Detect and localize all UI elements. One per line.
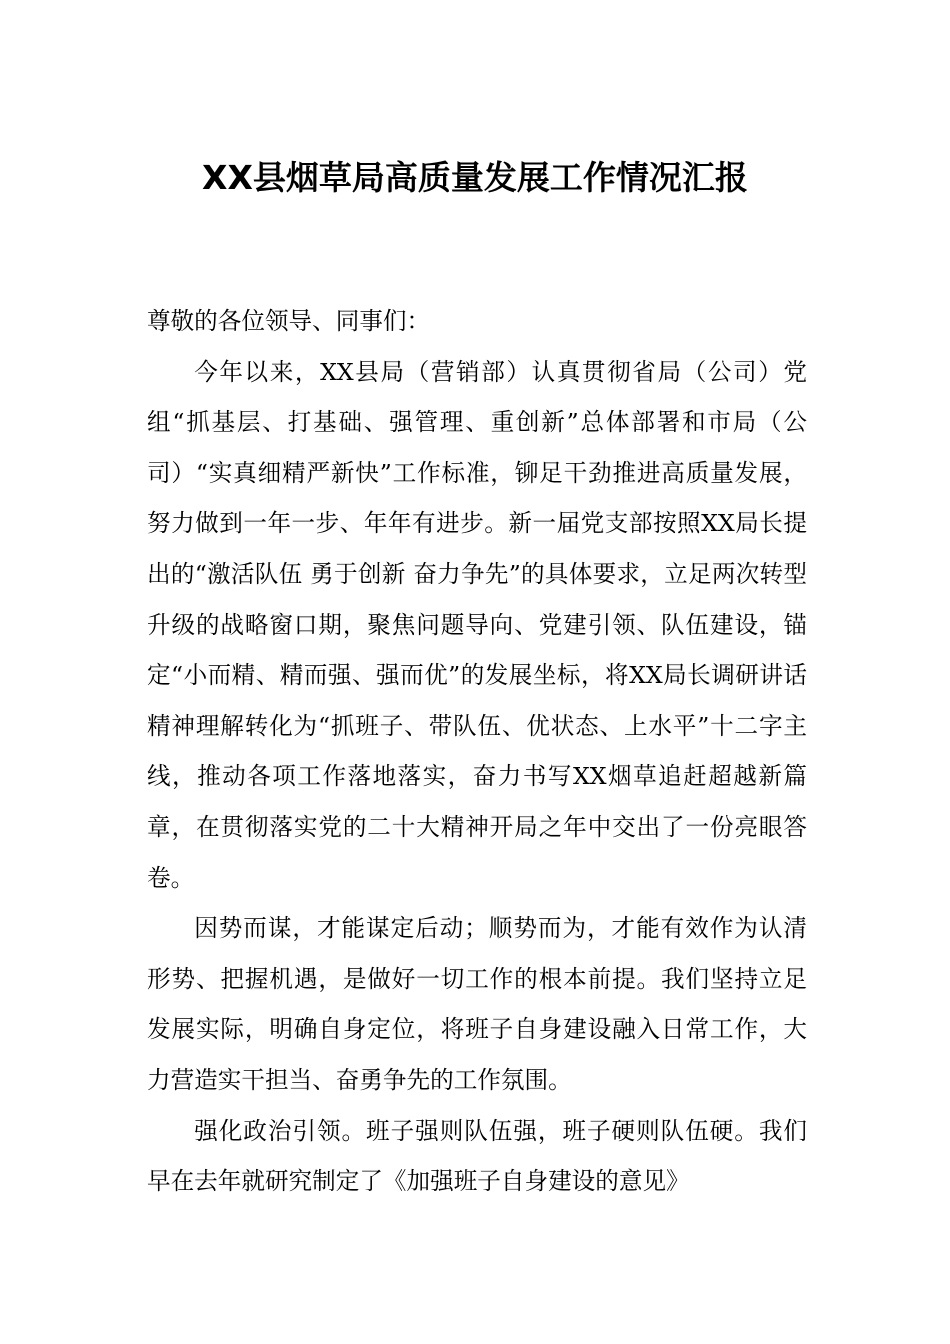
- paragraph: 因势而谋，才能谋定后动；顺势而为，才能有效作为认清形势、把握机遇，是做好一切工作的根本前提。我们坚持立足发展实际，明确自身定位，将班子自身建设融入日常工作，大力营造实干担当、奋勇争先的工作氛围。: [147, 914, 807, 1094]
- document-body: [147, 296, 807, 1207]
- document-title: XX县烟草局高质量发展工作情况汇报: [202, 158, 748, 197]
- paragraph: 强化政治引领。班子强则队伍强，班子硬则队伍硬。我们早在去年就研究制定了《加强班子自身建设的意见》: [147, 1116, 807, 1196]
- salutation: 尊敬的各位领导、同事们：: [147, 307, 431, 335]
- paragraph: 今年以来，XX县局（营销部）认真贯彻省局（公司）党组“抓基层、打基础、强管理、重创新”总体部署和市局（公司）“实真细精严新快”工作标准，铆足干劲推进高质量发展，努力做到一年一步、年年有进步。新一届党支部按照XX局长提出的“激活队伍 勇于创新 奋力争先”的具体要求，立足两次转型升级的战略窗口期，聚焦问题导向、党建引领、队伍建设，锚定“小而精、精而强、强而优”的发展坐标，将XX局长调研讲话精神理解转化为“抓班子、带队伍、优状态、上水平”十二字主线，推动各项工作落地落实，奋力书写XX烟草追赶超越新篇章，在贯彻落实党的二十大精神开局之年中交出了一份亮眼答卷。: [147, 357, 807, 892]
